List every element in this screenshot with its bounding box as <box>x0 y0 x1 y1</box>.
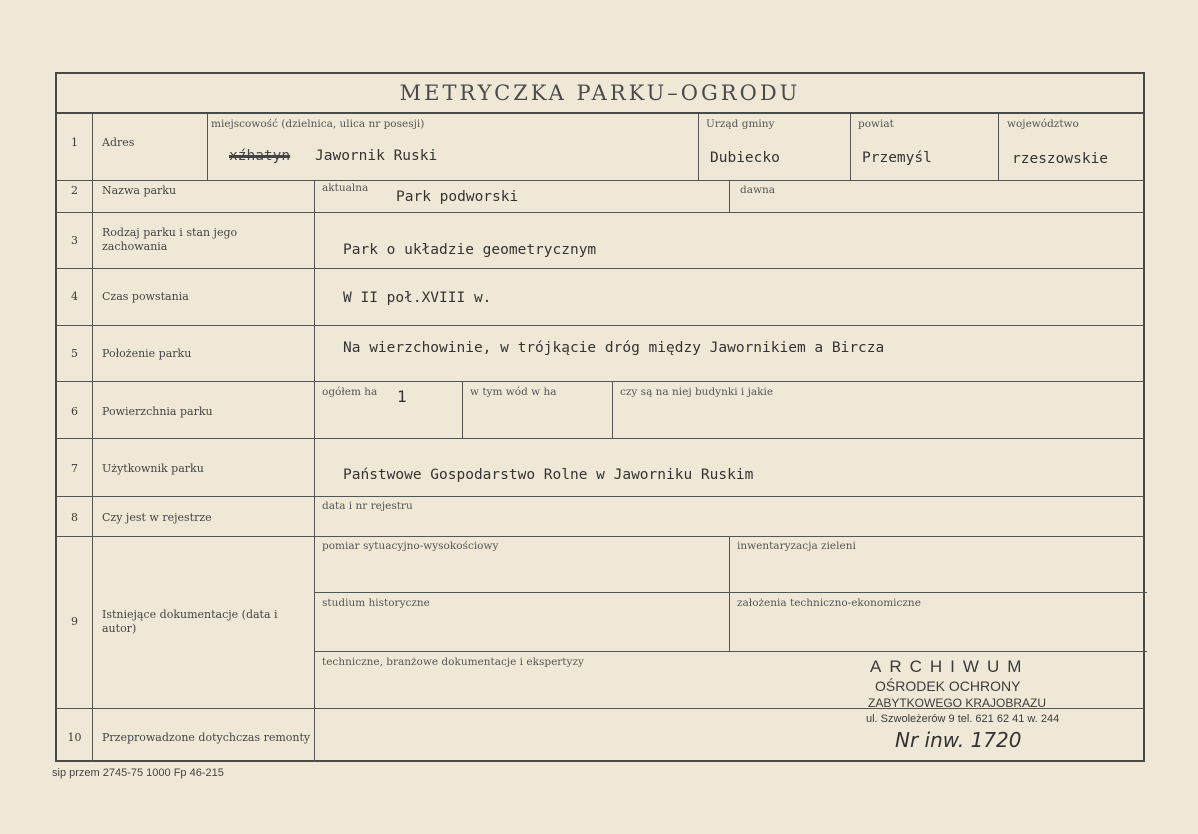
struck-locality: xźhatyn <box>229 148 291 164</box>
row-label: Położenie parku <box>102 347 192 360</box>
row-divider <box>314 592 1147 593</box>
row-label: Nazwa parku <box>102 184 177 197</box>
column-divider <box>462 381 463 438</box>
current-name-label: aktualna <box>322 182 369 194</box>
row-divider <box>57 536 1143 537</box>
row-divider <box>57 212 1143 213</box>
historical-study-label: studium historyczne <box>322 597 430 609</box>
row-label: Rodzaj parku i stan jego zachowania <box>102 226 238 253</box>
county-value: Przemyśl <box>862 150 932 166</box>
row-number: 3 <box>71 234 78 247</box>
park-name-value: Park podworski <box>396 189 519 205</box>
archive-stamp-address: ul. Szwoleżerów 9 tel. 621 62 41 w. 244 <box>866 713 1060 725</box>
county-label: powiat <box>858 118 894 130</box>
row-number: 5 <box>71 347 78 360</box>
row-number: 4 <box>71 290 78 303</box>
creation-time-value: W II poł.XVIII w. <box>343 290 492 306</box>
row-divider <box>57 496 1143 497</box>
row-divider <box>57 180 1143 181</box>
row-label: Czas powstania <box>102 290 189 303</box>
column-divider <box>314 180 315 762</box>
address-locality-label: miejscowość (dzielnica, ulica nr posesji) <box>211 118 425 130</box>
row-label: Adres <box>102 136 135 149</box>
row-label: Istniejące dokumentacje (data i autor) <box>102 608 278 635</box>
survey-label: pomiar sytuacyjno-wysokościowy <box>322 540 499 552</box>
park-type-value: Park o układzie geometrycznym <box>343 242 597 258</box>
total-area-label: ogółem ha <box>322 386 378 398</box>
row-number: 8 <box>71 511 78 524</box>
total-area-value: 1 <box>397 387 407 406</box>
row-label: Użytkownik parku <box>102 462 204 475</box>
expertise-label: techniczne, branżowe dokumentacje i ekspertyzy <box>322 656 584 668</box>
row-label: Powierzchnia parku <box>102 405 213 418</box>
column-divider <box>998 114 999 180</box>
technical-assumptions-label: założenia techniczno-ekonomiczne <box>737 597 921 609</box>
column-divider <box>92 114 93 762</box>
locality-value: Jawornik Ruski <box>315 148 438 164</box>
row-number: 9 <box>71 615 78 628</box>
form-title: METRYCZKA PARKU–OGRODU <box>57 74 1143 114</box>
location-value: Na wierzchowinie, w trójkącie dróg między Jawornikiem a Bircza <box>343 340 885 356</box>
commune-office-label: Urząd gminy <box>706 118 775 130</box>
archive-stamp-title: ARCHIWUM <box>870 657 1030 676</box>
column-divider <box>612 381 613 438</box>
park-user-value: Państwowe Gospodarstwo Rolne w Jaworniku Ruskim <box>343 467 754 483</box>
archive-stamp-line: OŚRODEK OCHRONY <box>875 678 1021 694</box>
column-divider <box>207 114 208 180</box>
row-divider <box>57 325 1143 326</box>
row-number: 2 <box>71 184 78 197</box>
print-code: sip przem 2745-75 1000 Fp 46-215 <box>52 767 224 779</box>
row-number: 1 <box>71 136 78 149</box>
commune-office-value: Dubiecko <box>710 150 780 166</box>
greenery-inventory-label: inwentaryzacja zieleni <box>737 540 856 552</box>
row-divider <box>57 438 1143 439</box>
row-divider <box>57 268 1143 269</box>
column-divider <box>698 114 699 180</box>
row-number: 6 <box>71 405 78 418</box>
row-number: 7 <box>71 462 78 475</box>
row-number: 10 <box>67 731 82 744</box>
column-divider <box>850 114 851 180</box>
water-area-label: w tym wód w ha <box>470 386 557 398</box>
row-divider <box>57 381 1143 382</box>
voivodeship-label: województwo <box>1007 118 1079 130</box>
former-name-label: dawna <box>740 184 775 196</box>
row-label: Przeprowadzone dotychczas remonty <box>102 731 311 744</box>
column-divider <box>729 536 730 651</box>
register-label: data i nr rejestru <box>322 500 413 512</box>
column-divider <box>729 180 730 212</box>
row-label: Czy jest w rejestrze <box>102 511 212 524</box>
buildings-label: czy są na niej budynki i jakie <box>620 386 774 398</box>
voivodeship-value: rzeszowskie <box>1012 151 1109 167</box>
handwritten-inventory-number: Nr inw. 1720 <box>895 728 1022 752</box>
archive-stamp-line: ZABYTKOWEGO KRAJOBRAZU <box>868 696 1047 710</box>
row-divider <box>314 651 1147 652</box>
